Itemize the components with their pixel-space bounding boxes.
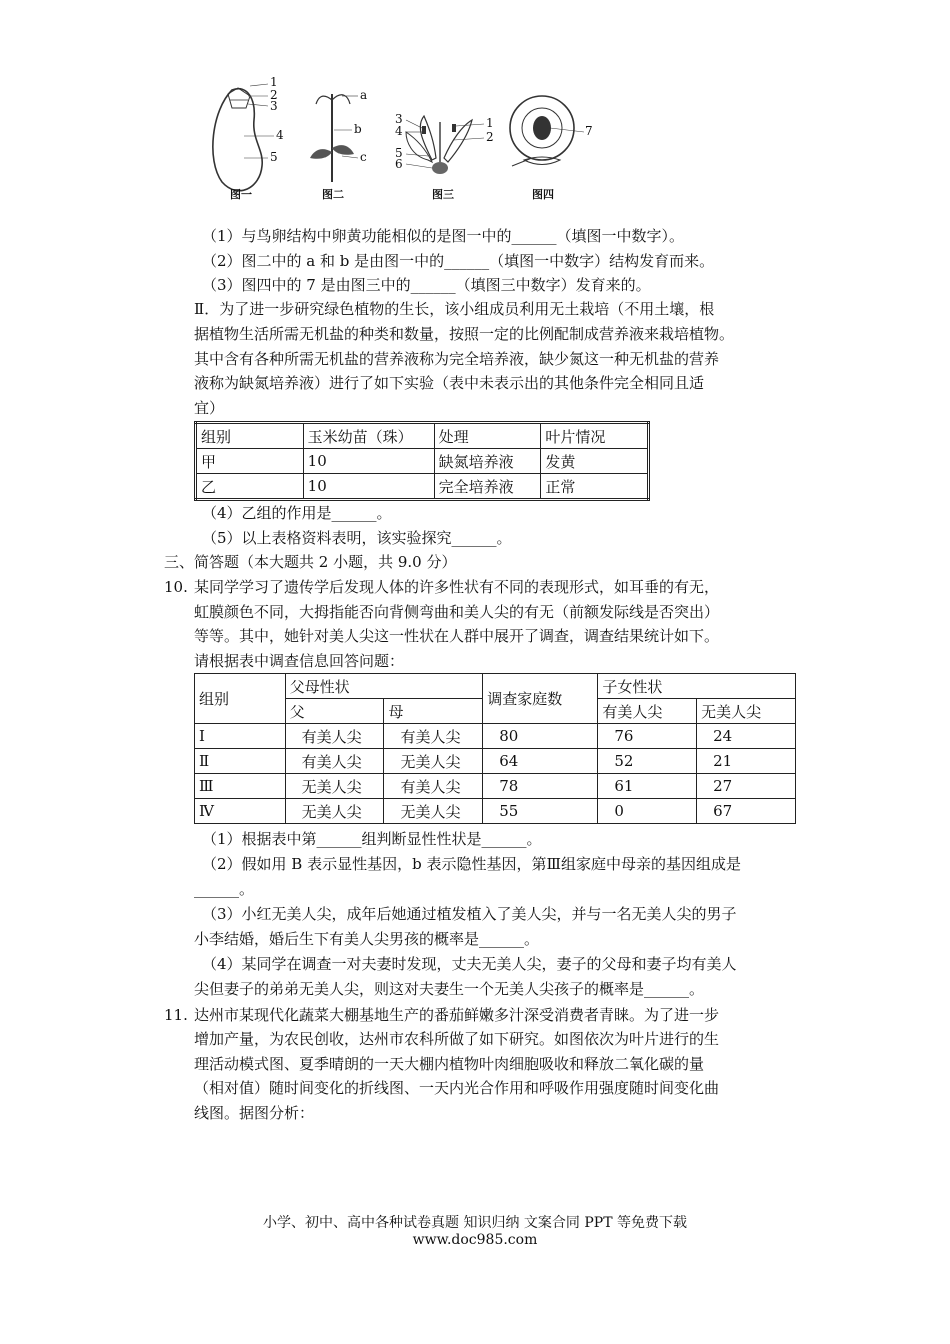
q10-question-2-a: （2）假如用 B 表示显性基因，b 表示隐性基因，第Ⅲ组家庭中母亲的基因组成是 <box>202 855 741 873</box>
q10-question-4-b: 尖但妻子的弟弟无美人尖，则这对夫妻生一个无美人尖孩子的概率是______。 <box>194 980 705 998</box>
table-cell: 76 <box>598 724 697 749</box>
q10-line-1: 某同学学习了遗传学后发现人体的许多性状有不同的表现形式，如耳垂的有无， <box>194 578 720 596</box>
table-row <box>195 724 796 749</box>
table-cell: 10 <box>303 449 434 474</box>
q11-line-5: 线图。据图分析： <box>194 1104 315 1122</box>
figure-2-caption: 图二 <box>322 188 344 201</box>
table-header-row <box>196 423 649 449</box>
part2-intro-line-1: Ⅱ．为了进一步研究绿色植物的生长，该小组成员利用无土栽培（不用土壤，根 <box>194 300 715 318</box>
fig3-label-3: 3 <box>395 112 403 126</box>
q11-line-4: （相对值）随时间变化的折线图、一天内光合作用和呼吸作用强度随时间变化曲 <box>194 1079 720 1097</box>
table-header: 玉米幼苗（珠） <box>303 423 434 449</box>
part1-question-2: （2）图二中的 a 和 b 是由图一中的______（填图一中数字）结构发育而来。 <box>202 252 715 270</box>
footer-link[interactable]: www.doc985.com <box>412 1232 538 1248</box>
fig1-label-4: 4 <box>276 128 284 142</box>
figure-4-fruit <box>510 96 584 166</box>
figure-1-caption: 图一 <box>230 188 252 201</box>
section-3-title: 三、简答题（本大题共 2 小题，共 9.0 分） <box>164 553 457 571</box>
q10-question-4-a: （4）某同学在调查一对夫妻时发现，丈夫无美人尖，妻子的父母和妻子均有美人 <box>202 955 737 973</box>
table-header-parents: 父母性状 <box>285 674 483 699</box>
table-cell: 0 <box>598 799 697 824</box>
table-cell: 64 <box>483 749 598 774</box>
table-cell: 乙 <box>196 474 304 500</box>
table-row <box>195 799 796 824</box>
table-header: 组别 <box>196 423 304 449</box>
figure-2-seedling <box>310 94 358 182</box>
table-header: 处理 <box>434 423 541 449</box>
table-cell: Ⅲ <box>195 774 286 799</box>
part2-intro-line-2: 据植物生活所需无机盐的种类和数量，按照一定的比例配制成营养液来栽培植物。 <box>194 325 735 343</box>
table-cell: 正常 <box>541 474 649 500</box>
fig3-label-5: 5 <box>395 146 403 160</box>
table-cell: 有美人尖 <box>384 774 483 799</box>
table-header-father: 父 <box>285 699 384 724</box>
fig1-label-1: 1 <box>270 75 278 89</box>
table-cell: 80 <box>483 724 598 749</box>
table-cell: Ⅱ <box>195 749 286 774</box>
table-cell: 无美人尖 <box>384 799 483 824</box>
table-cell: 52 <box>598 749 697 774</box>
fig2-label-a: a <box>360 88 368 102</box>
table-cell: 无美人尖 <box>285 774 384 799</box>
table-header-has-widows-peak: 有美人尖 <box>598 699 697 724</box>
table-header-mother: 母 <box>384 699 483 724</box>
table-header-group: 组别 <box>195 674 286 724</box>
table-cell: Ⅳ <box>195 799 286 824</box>
table-header-children: 子女性状 <box>598 674 796 699</box>
table-cell: 27 <box>697 774 796 799</box>
table-row <box>196 474 649 500</box>
fig1-label-3: 3 <box>270 99 278 113</box>
q10-question-3-b: 小李结婚，婚后生下有美人尖男孩的概率是______。 <box>194 930 540 948</box>
table-cell: 61 <box>598 774 697 799</box>
footer-line-1: 小学、初中、高中各种试卷真题 知识归纳 文案合同 PPT 等免费下载 <box>263 1215 687 1231</box>
figure-3-flower <box>406 116 484 174</box>
table-row <box>195 774 796 799</box>
table-cell: 78 <box>483 774 598 799</box>
q10-question-3-a: （3）小红无美人尖，成年后她通过植发植入了美人尖，并与一名无美人尖的男子 <box>202 905 737 923</box>
table-header-families: 调查家庭数 <box>483 674 598 724</box>
q10-line-2: 虹膜颜色不同，大拇指能否向背侧弯曲和美人尖的有无（前额发际线是否突出） <box>194 603 720 621</box>
table-cell: 甲 <box>196 449 304 474</box>
figure-4-caption: 图四 <box>532 188 554 201</box>
table-cell: 有美人尖 <box>384 724 483 749</box>
fig2-label-c: c <box>360 150 367 164</box>
table-cell: 10 <box>303 474 434 500</box>
fig3-label-1: 1 <box>486 116 494 130</box>
table-header: 叶片情况 <box>541 423 649 449</box>
part2-intro-line-3: 其中含有各种所需无机盐的营养液称为完全培养液，缺少氮这一种无机盐的营养 <box>194 350 720 368</box>
table-cell: 55 <box>483 799 598 824</box>
table-row <box>196 449 649 474</box>
fig3-label-6: 6 <box>395 157 403 171</box>
table-cell: 无美人尖 <box>285 799 384 824</box>
table-cell: 完全培养液 <box>434 474 541 500</box>
table-row <box>195 749 796 774</box>
part1-question-1: （1）与鸟卵结构中卵黄功能相似的是图一中的______（填图一中数字）。 <box>202 227 685 245</box>
part2-intro-line-4: 液称为缺氮培养液）进行了如下实验（表中未表示出的其他条件完全相同且适 <box>194 374 705 392</box>
figure-1-seed <box>213 84 274 191</box>
q11-line-3: 理活动模式图、夏季晴朗的一天大棚内植物叶肉细胞吸收和释放二氧化碳的量 <box>194 1055 705 1073</box>
experiment-table <box>194 421 650 501</box>
fig1-label-5: 5 <box>270 150 278 164</box>
table-cell: 24 <box>697 724 796 749</box>
fig3-label-2: 2 <box>486 130 494 144</box>
fig3-label-4: 4 <box>395 124 403 138</box>
table-header-no-widows-peak: 无美人尖 <box>697 699 796 724</box>
table-cell: 发黄 <box>541 449 649 474</box>
table-cell: 缺氮培养液 <box>434 449 541 474</box>
figure-strip <box>192 70 592 206</box>
table-cell: 有美人尖 <box>285 749 384 774</box>
fig4-label-7: 7 <box>585 124 593 138</box>
fig1-label-2: 2 <box>270 88 278 102</box>
q10-question-1: （1）根据表中第______组判断显性性状是______。 <box>202 830 542 848</box>
q11-number: 11. <box>164 1006 188 1024</box>
table-cell: Ⅰ <box>195 724 286 749</box>
table-cell: 67 <box>697 799 796 824</box>
q11-line-1: 达州市某现代化蔬菜大棚基地生产的番茄鲜嫩多汁深受消费者青睐。为了进一步 <box>194 1006 720 1024</box>
table-header-row <box>195 674 796 699</box>
q11-line-2: 增加产量，为农民创收，达州市农科所做了如下研究。如图依次为叶片进行的生 <box>194 1030 720 1048</box>
part2-question-5: （5）以上表格资料表明，该实验探究______。 <box>202 529 512 547</box>
part1-question-3: （3）图四中的 7 是由图三中的______（填图三中数字）发育来的。 <box>202 276 651 294</box>
part2-question-4: （4）乙组的作用是______。 <box>202 504 392 522</box>
q10-question-2-b: ______。 <box>194 880 255 898</box>
table-cell: 无美人尖 <box>384 749 483 774</box>
fig2-label-b: b <box>354 122 362 136</box>
q10-number: 10. <box>164 578 188 596</box>
survey-table <box>194 673 796 824</box>
table-cell: 有美人尖 <box>285 724 384 749</box>
q10-line-4: 请根据表中调查信息回答问题： <box>194 652 405 670</box>
part2-intro-line-5: 宜） <box>194 399 225 417</box>
table-cell: 21 <box>697 749 796 774</box>
figure-3-caption: 图三 <box>432 188 454 201</box>
q10-line-3: 等等。其中，她针对美人尖这一性状在人群中展开了调查，调查结果统计如下。 <box>194 627 720 645</box>
